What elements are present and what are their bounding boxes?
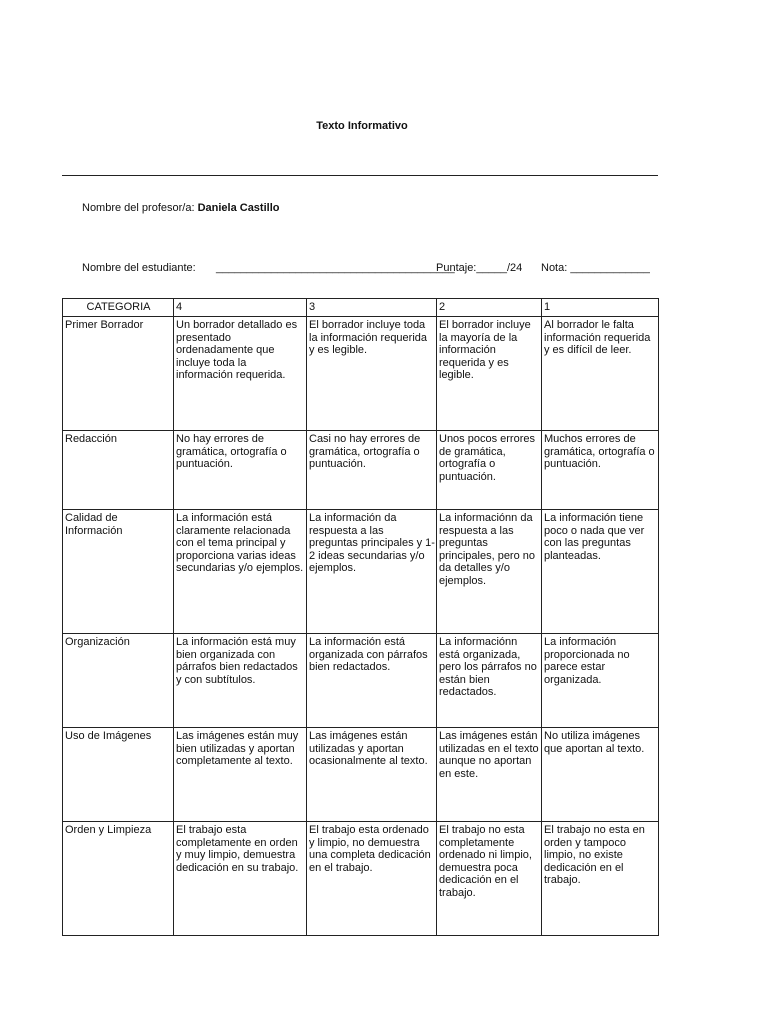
cell-score-1: La información proporcionada no parece estar organizada. (542, 634, 659, 728)
cell-score-2: Unos pocos errores de gramática, ortografía o puntuación. (437, 431, 542, 510)
cell-score-2: Las imágenes están utilizadas en el texto aunque no aportan en este. (437, 728, 542, 822)
header-score-4: 4 (174, 299, 307, 317)
cell-score-2: La informaciónn da respuesta a las preguntas principales, pero no da detalles y/o ejemplos. (437, 510, 542, 634)
row-category: Uso de Imágenes (63, 728, 174, 822)
table-row (63, 822, 659, 936)
cell-score-4: Las imágenes están muy bien utilizadas y aportan completamente al texto. (174, 728, 307, 822)
student-label: Nombre del estudiante: (82, 262, 196, 274)
teacher-line (82, 202, 279, 214)
title-divider (62, 175, 658, 176)
cell-score-1: El trabajo no esta en orden y tampoco limpio, no existe dedicación en el trabajo. (542, 822, 659, 936)
row-category: Calidad de Información (63, 510, 174, 634)
cell-score-4: El trabajo esta completamente en orden y muy limpio, demuestra dedicación en su trabajo. (174, 822, 307, 936)
cell-score-3: El borrador incluye toda la información requerida y es legible. (307, 317, 437, 431)
cell-score-2: El trabajo no esta completamente ordenado ni limpio, demuestra poca dedicación en el trabajo. (437, 822, 542, 936)
grade-label: Nota: _____________ (541, 262, 650, 274)
cell-score-4: No hay errores de gramática, ortografía o puntuación. (174, 431, 307, 510)
cell-score-1: Al borrador le falta información requerida y es difícil de leer. (542, 317, 659, 431)
teacher-label: Nombre del profesor/a: (82, 202, 195, 214)
cell-score-3: La información está organizada con párrafos bien redactados. (307, 634, 437, 728)
student-name-blank: _______________________________________ (216, 262, 455, 274)
cell-score-3: Casi no hay errores de gramática, ortografía o puntuación. (307, 431, 437, 510)
document-title: Texto Informativo (316, 120, 408, 132)
table-row (63, 728, 659, 822)
row-category: Primer Borrador (63, 317, 174, 431)
cell-score-4: La información está claramente relacionada con el tema principal y proporciona varias ideas secundarias y/o ejemplos. (174, 510, 307, 634)
table-row (63, 634, 659, 728)
rubric-header-row (63, 299, 659, 317)
rubric-table (62, 298, 659, 936)
header-score-3: 3 (307, 299, 437, 317)
table-row (63, 431, 659, 510)
cell-score-4: La información está muy bien organizada con párrafos bien redactados y con subtítulos. (174, 634, 307, 728)
header-categoria: CATEGORIA (63, 299, 174, 317)
cell-score-1: La información tiene poco o nada que ver con las preguntas planteadas. (542, 510, 659, 634)
cell-score-2: El borrador incluye la mayoría de la información requerida y es legible. (437, 317, 542, 431)
cell-score-4: Un borrador detallado es presentado ordenadamente que incluye toda la información requerida. (174, 317, 307, 431)
row-category: Redacción (63, 431, 174, 510)
cell-score-1: No utiliza imágenes que aportan al texto. (542, 728, 659, 822)
header-score-1: 1 (542, 299, 659, 317)
cell-score-3: El trabajo esta ordenado y limpio, no demuestra una completa dedicación en el trabajo. (307, 822, 437, 936)
cell-score-1: Muchos errores de gramática, ortografía o puntuación. (542, 431, 659, 510)
score-label: Puntaje:_____/24 (436, 262, 523, 274)
cell-score-2: La informaciónn está organizada, pero los párrafos no están bien redactados. (437, 634, 542, 728)
header-score-2: 2 (437, 299, 542, 317)
row-category: Organización (63, 634, 174, 728)
teacher-name: Daniela Castillo (197, 202, 280, 214)
cell-score-3: La información da respuesta a las preguntas principales y 1-2 ideas secundarias y/o ejemplos. (307, 510, 437, 634)
table-row (63, 317, 659, 431)
cell-score-3: Las imágenes están utilizadas y aportan ocasionalmente al texto. (307, 728, 437, 822)
table-row (63, 510, 659, 634)
row-category: Orden y Limpieza (63, 822, 174, 936)
